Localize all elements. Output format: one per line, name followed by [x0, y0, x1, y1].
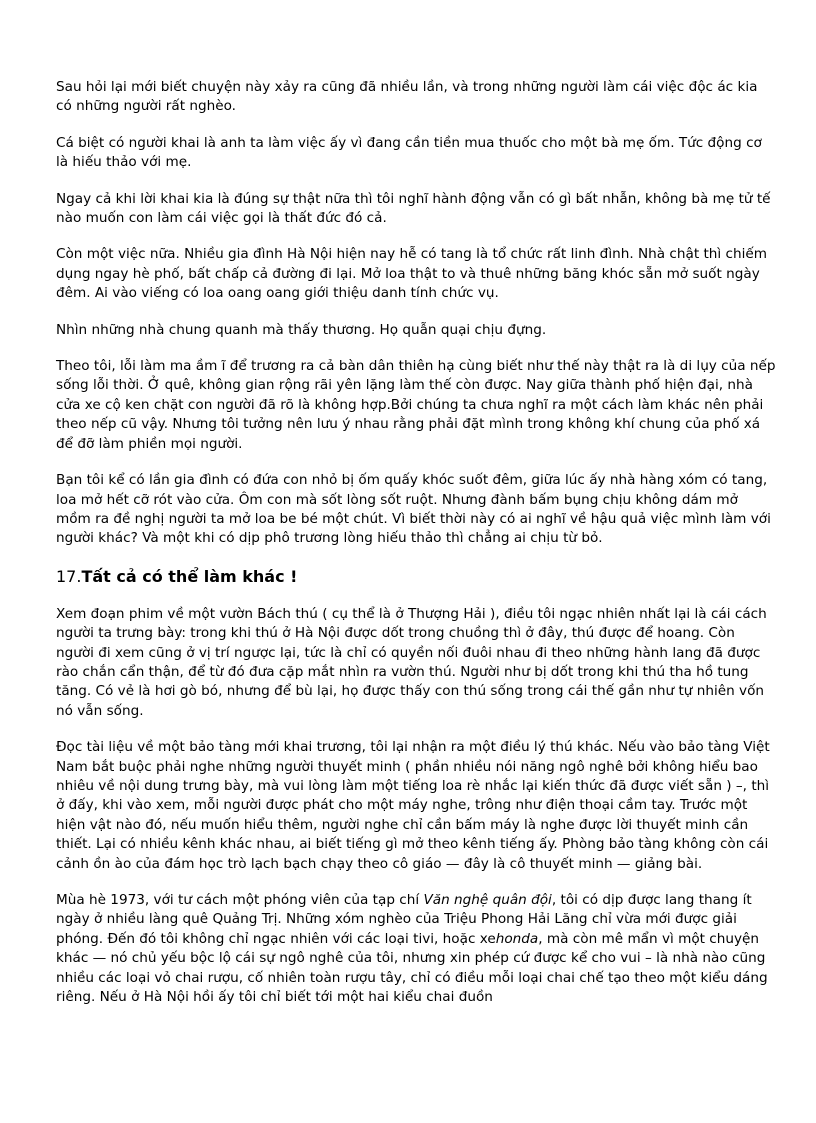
paragraph-3: Ngay cả khi lời khai kia là đúng sự thật nữa thì tôi nghĩ hành động vẫn có gì bất nhẫn, không bà mẹ tử tế nào muốn con làm cái việc gọi là thất đức đó cả. — [56, 190, 771, 227]
honda-word: honda — [495, 930, 539, 947]
paragraph-10-part-3: , mà còn mê mẩn vì một chuyện khác — nó chủ yếu bộc lộ cái sự ngô nghê của tôi, nhưng xin phép cứ được kể cho vui – là nhà nào cũng nhiều các loại vỏ chai rượu, cố nhiên toàn rượu tây, chỉ có điều mỗi loại chai chế tạo theo một kiểu dáng riêng. Nếu ở Hà Nội hồi ấy tôi chỉ biết tới một hai kiểu chai đuồn — [56, 930, 768, 1006]
section-number: 17. — [56, 566, 82, 586]
paragraph-10 — [56, 891, 776, 1007]
magazine-title: Văn nghệ quân đội — [423, 892, 552, 908]
paragraph-8: Xem đoạn phim về một vườn Bách thú ( cụ thể là ở Thượng Hải ), điều tôi ngạc nhiên nhất lại là cái cách người ta trưng bày: trong khi thú ở Hà Nội được dốt trong chuồng thì ở đây, thú được để hoang. Còn người đi xem cũng ở vị trí ngược lại, tức là chỉ có quyền nối đuôi nhau đi theo những hành lang đã được rào chắn cẩn thận, để từ đó đưa cặp mắt nhìn ra vườn thú. Người như bị dốt trong khi thú tha hồ tung tăng. Có vẻ là hơi gò bó, nhưng để bù lại, họ được thấy con thú sống trong cái thế gần như tự nhiên vốn nó vẫn sống. — [56, 605, 767, 719]
paragraph-1: Sau hỏi lại mới biết chuyện này xảy ra cũng đã nhiều lần, và trong những người làm cái việc độc ác kia có những người rất nghèo. — [56, 79, 758, 115]
paragraph-10-part-2: , tôi có dịp được lang thang ít ngày ở nhiều làng quê Quảng Trị. Những xóm nghèo của Triệu Phong Hải Lăng chỉ vừa mới được giải phóng. Đến đó tôi không chỉ ngạc nhiên với các loại tivi, hoặc xe — [56, 892, 752, 947]
paragraph-2: Cá biệt có người khai là anh ta làm việc ấy vì đang cần tiền mua thuốc cho một bà mẹ ốm. Tức động cơ là hiếu thảo với mẹ. — [56, 134, 762, 171]
paragraph-4: Còn một việc nữa. Nhiều gia đình Hà Nội hiện nay hễ có tang là tổ chức rất linh đình. Nhà chật thì chiếm dụng ngay hè phố, bất chấp cả đường đi lại. Mở loa thật to và thuê những băng khóc sẵn mở suốt ngày đêm. Ai vào viếng có loa oang oang giới thiệu danh tính chức vụ. — [56, 246, 767, 302]
paragraph-9: Đọc tài liệu về một bảo tàng mới khai trương, tôi lại nhận ra một điều lý thú khác. Nếu vào bảo tàng Việt Nam bắt buộc phải nghe những người thuyết minh ( phần nhiều nói năng ngô nghê bởi không hiểu bao nhiêu về nội dung trưng bày, mà vui lòng làm một tiếng loa rè nhắc lại kiến thức đã được viết sẵn ) –, thì ở đấy, khi vào xem, mỗi người được phát cho một máy nghe, trông như điện thoại cầm tay. Trước một hiện vật nào đó, nếu muốn hiểu thêm, người nghe chỉ cần bấm máy là nghe được lời thuyết minh cần thiết. Lại có nhiều kênh khác nhau, ai biết tiếng gì mở theo kênh tiếng ấy. Phòng bảo tàng không còn cái cảnh ồn ào của đám học trò lạch bạch chạy theo cô giáo — đây là cô thuyết minh — giảng bài. — [56, 739, 770, 872]
paragraph-10-part-1: Mùa hè 1973, với tư cách một phóng viên của tạp chí — [56, 892, 424, 908]
paragraph-5: Nhìn những nhà chung quanh mà thấy thương. Họ quẫn quại chịu đựng. — [56, 321, 547, 338]
section-title: Tất cả có thể làm khác ! — [81, 566, 298, 586]
section-heading — [56, 566, 776, 588]
paragraph-7: Bạn tôi kể có lần gia đình có đứa con nhỏ bị ốm quấy khóc suốt đêm, giữa lúc ấy nhà hàng xóm có tang, loa mở hết cỡ rót vào cửa. Ôm con mà sốt lòng sốt ruột. Nhưng đành bấm bụng chịu không dám mở mồm ra đề nghị người ta mở loa be bé một chút. Vì biết thời này có ai nghĩ về hậu quả việc mình làm với người khác? Và một khi có dịp phô trương lòng hiếu thảo thì chẳng ai chịu từ bỏ. — [56, 472, 771, 547]
paragraph-6: Theo tôi, lỗi làm ma ầm ĩ để trương ra cả bàn dân thiên hạ cùng biết như thế này thật ra là di lụy của nếp sống lỗi thời. Ở quê, không gian rộng rãi yên lặng làm thế còn được. Nay giữa thành phố hiện đại, nhà cửa xe cộ ken chặt con người đã rõ là không hợp.Bởi chúng ta chưa nghĩ ra một cách làm khác nên phải theo nếp cũ vậy. Nhưng tôi tưởng nên lưu ý nhau rằng phải đặt mình trong không khí chung của phố xá để đỡ làm phiền mọi người. — [56, 358, 776, 452]
document-page — [56, 78, 776, 1024]
